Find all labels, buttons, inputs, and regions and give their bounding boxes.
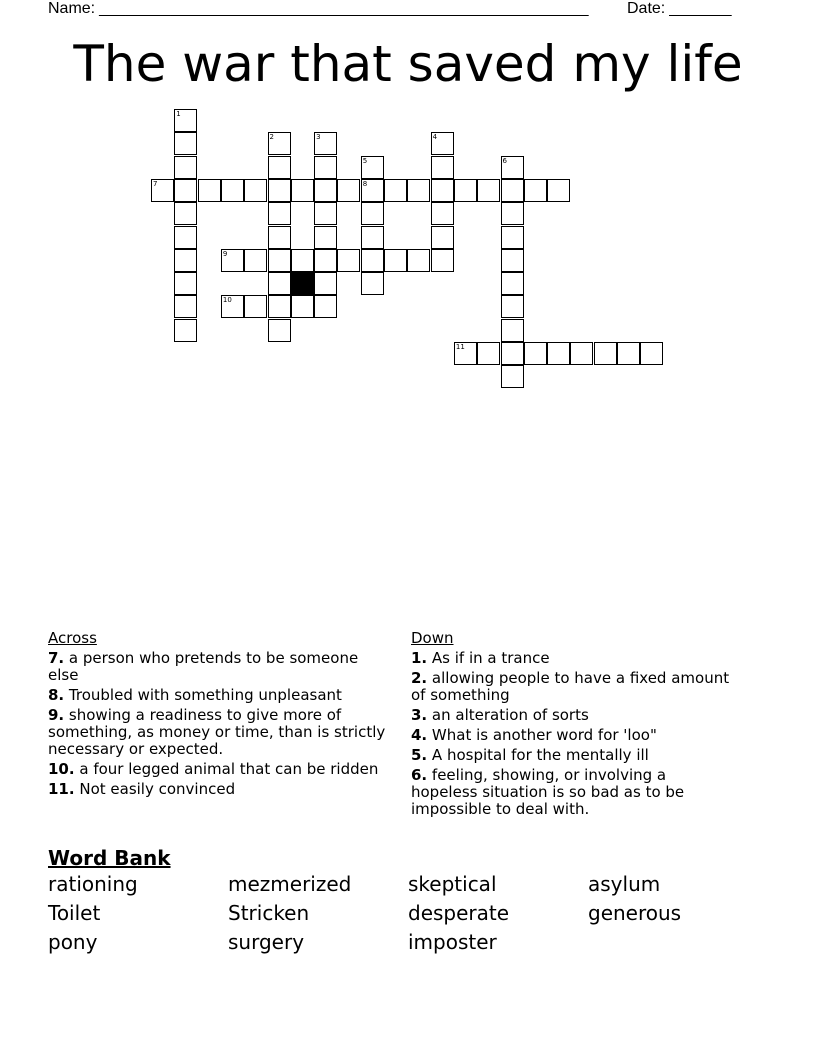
clue-number: 5.	[411, 746, 428, 764]
word-bank-heading: Word Bank	[48, 846, 171, 870]
grid-cell[interactable]	[431, 226, 454, 249]
clue-text: an alteration of sorts	[431, 706, 589, 724]
clue-number: 8.	[48, 686, 65, 704]
clue-text: feeling, showing, or involving a hopeless situation is so bad as to be impossible to deal with.	[411, 766, 685, 818]
grid-cell[interactable]	[268, 249, 291, 272]
clue-number: 10.	[48, 760, 75, 778]
grid-cell[interactable]	[640, 342, 663, 365]
grid-cell[interactable]	[268, 319, 291, 342]
page-title: The war that saved my life	[73, 35, 743, 93]
clue-number-label: 8	[362, 179, 368, 188]
grid-cell[interactable]	[314, 226, 337, 249]
grid-cell[interactable]	[501, 365, 524, 388]
clue-text: Troubled with something unpleasant	[68, 686, 342, 704]
grid-cell[interactable]	[291, 249, 314, 272]
clue-number: 4.	[411, 726, 428, 744]
grid-cell[interactable]	[407, 249, 430, 272]
clue-text: As if in a trance	[431, 649, 550, 667]
across-clue-8	[48, 687, 393, 704]
grid-cell[interactable]	[244, 179, 267, 202]
grid-cell[interactable]	[547, 179, 570, 202]
word-bank	[48, 873, 768, 954]
word-bank-item: skeptical	[408, 872, 497, 896]
crossword-grid	[0, 0, 816, 400]
clue-number-label: 10	[222, 296, 232, 305]
clue-text: What is another word for 'loo"	[431, 726, 657, 744]
grid-cell[interactable]	[174, 249, 197, 272]
down-clue-1	[411, 650, 731, 667]
grid-cell[interactable]	[361, 226, 384, 249]
clue-text: a four legged animal that can be ridden	[79, 760, 379, 778]
word-bank-item: desperate	[408, 901, 510, 925]
down-clues	[411, 630, 731, 821]
grid-cell[interactable]	[337, 249, 360, 272]
grid-cell[interactable]	[268, 295, 291, 318]
grid-cell[interactable]	[268, 202, 291, 225]
grid-cell[interactable]	[314, 156, 337, 179]
grid-cell[interactable]	[174, 156, 197, 179]
down-clue-2	[411, 670, 731, 704]
grid-cell[interactable]	[268, 272, 291, 295]
clue-number: 7.	[48, 649, 65, 667]
clue-number-label: 5	[362, 156, 368, 165]
word-bank-item: imposter	[408, 930, 497, 954]
grid-cell[interactable]	[431, 156, 454, 179]
grid-cell[interactable]	[244, 295, 267, 318]
grid-cell[interactable]	[501, 319, 524, 342]
grid-cell[interactable]	[174, 295, 197, 318]
down-clue-4	[411, 727, 731, 744]
word-bank-item: asylum	[588, 872, 661, 896]
name-label: Name:	[48, 0, 96, 17]
clue-text: showing a readiness to give more of something, as money or time, than is strictly necessary or expected.	[48, 706, 386, 758]
word-bank-item: rationing	[48, 872, 138, 896]
down-clue-3	[411, 707, 731, 724]
grid-cell[interactable]	[431, 179, 454, 202]
grid-cell[interactable]	[174, 272, 197, 295]
grid-cell[interactable]	[314, 295, 337, 318]
grid-cell[interactable]	[314, 249, 337, 272]
clue-number: 2.	[411, 669, 428, 687]
clue-text: A hospital for the mentally ill	[431, 746, 649, 764]
grid-cell[interactable]	[431, 249, 454, 272]
clue-number: 9.	[48, 706, 65, 724]
grid-cell[interactable]	[174, 132, 197, 155]
date-blank[interactable]: _______	[669, 0, 732, 17]
grid-cell[interactable]	[501, 295, 524, 318]
grid-cell[interactable]	[337, 179, 360, 202]
clue-text: allowing people to have a fixed amount of something	[411, 669, 730, 704]
grid-cell[interactable]	[547, 342, 570, 365]
grid-cell[interactable]	[501, 272, 524, 295]
grid-cell[interactable]	[291, 179, 314, 202]
grid-cell[interactable]	[314, 179, 337, 202]
grid-cell[interactable]	[174, 179, 197, 202]
grid-cell[interactable]	[501, 226, 524, 249]
clue-number-label: 7	[153, 179, 158, 188]
clue-number-label: 9	[222, 249, 228, 258]
grid-cell[interactable]	[501, 249, 524, 272]
grid-cell[interactable]	[501, 202, 524, 225]
grid-cell[interactable]	[431, 202, 454, 225]
grid-cell[interactable]	[268, 226, 291, 249]
grid-cell[interactable]	[268, 179, 291, 202]
clue-number-label: 4	[432, 133, 438, 142]
word-bank-item: mezmerized	[228, 872, 352, 896]
grid-cell[interactable]	[314, 272, 337, 295]
clue-number-label: 2	[269, 133, 274, 142]
across-heading: Across	[48, 629, 97, 647]
down-clue-6	[411, 767, 731, 818]
grid-cell[interactable]	[314, 202, 337, 225]
grid-cell[interactable]	[594, 342, 617, 365]
grid-cell[interactable]	[174, 226, 197, 249]
clue-number-label: 11	[455, 343, 465, 351]
grid-cell[interactable]	[198, 179, 221, 202]
grid-cell[interactable]	[570, 342, 593, 365]
clue-text: a person who pretends to be someone else	[48, 649, 359, 684]
across-clue-11	[48, 781, 393, 798]
across-clue-10	[48, 761, 393, 778]
black-square	[291, 272, 314, 295]
down-heading: Down	[411, 629, 454, 647]
grid-cell[interactable]	[477, 179, 500, 202]
grid-cell[interactable]	[174, 202, 197, 225]
grid-cell[interactable]	[454, 179, 477, 202]
clue-number: 6.	[411, 766, 428, 784]
date-label: Date:	[627, 0, 666, 17]
grid-cell[interactable]	[361, 202, 384, 225]
name-blank[interactable]: _______________________________________________________	[99, 0, 589, 17]
clue-number: 11.	[48, 780, 75, 798]
grid-cell[interactable]	[407, 179, 430, 202]
grid-cell[interactable]	[477, 342, 500, 365]
grid-cell[interactable]	[501, 342, 524, 365]
grid-cell[interactable]	[524, 179, 547, 202]
grid-cell[interactable]	[268, 156, 291, 179]
grid-cell[interactable]	[361, 272, 384, 295]
word-bank-item: Stricken	[228, 901, 310, 925]
across-clue-7	[48, 650, 393, 684]
down-clue-5	[411, 747, 731, 764]
clue-number-label: 6	[502, 156, 507, 165]
across-clue-9	[48, 707, 393, 758]
grid-cell[interactable]	[174, 319, 197, 342]
across-clues	[48, 630, 393, 801]
word-bank-item: pony	[48, 930, 98, 954]
grid-cell[interactable]	[384, 179, 407, 202]
grid-cell[interactable]	[617, 342, 640, 365]
clue-text: Not easily convinced	[79, 780, 236, 798]
clue-number-label: 3	[316, 133, 321, 142]
grid-cell[interactable]	[221, 179, 244, 202]
grid-cell[interactable]	[384, 249, 407, 272]
word-bank-item: surgery	[228, 930, 305, 954]
clue-number: 1.	[411, 649, 428, 667]
clue-number: 3.	[411, 706, 428, 724]
word-bank-item: Toilet	[48, 901, 101, 925]
grid-cell[interactable]	[361, 249, 384, 272]
grid-cell[interactable]	[291, 295, 314, 318]
clue-number-label: 1	[176, 110, 181, 118]
word-bank-item: generous	[588, 901, 682, 925]
grid-cell[interactable]	[524, 342, 547, 365]
grid-cell[interactable]	[501, 179, 524, 202]
grid-cell[interactable]	[244, 249, 267, 272]
